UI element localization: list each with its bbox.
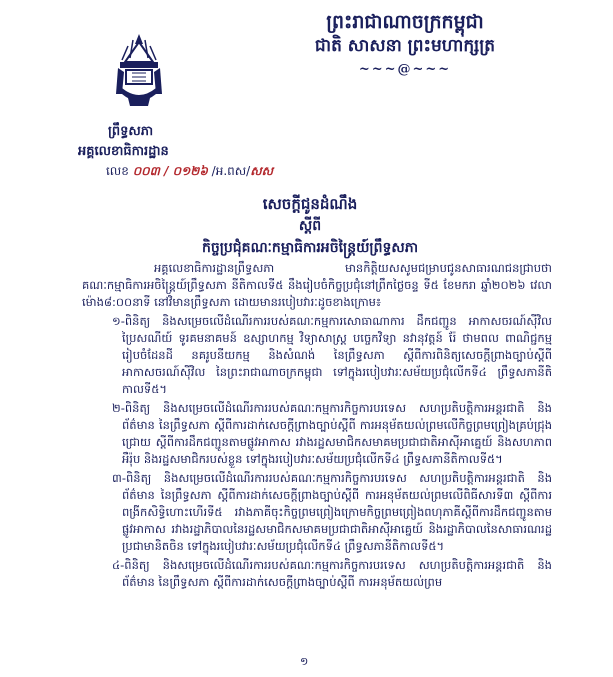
- institution-name: ព្រឹទ្ធសភា: [108, 124, 154, 139]
- agenda-item: ២-ពិនិត្យ និងសម្រេចលើដំណើរការរបស់គណៈកម្មការកិច្ចការបរទេស សហប្រតិបត្តិការអន្តរជាតិ និងព័ត៌មាន នៃព្រឹទ្ធសភា ស្ដីពីការដាក់សេចក្ដីព្រាងច្បាប់ស្ដីពី ការអនុម័តយល់ព្រមលើកិច្ចព្រមព្រៀងគ្រប់ជ្រុងជ្រោយ ស្ដីពីការដឹកជញ្ជូនតាមផ្លូវអាកាស រវាងរដ្ឋសមាជិកសមាគមប្រជាជាតិអាស៊ីអាគ្នេយ៍ និងសហភាពអឺរ៉ុប និងរដ្ឋសមាជិករបស់ខ្លួន ទៅក្នុងរបៀបវារៈសម័យប្រជុំលើកទី៤ ព្រឹទ្ធសភានីតិកាលទី៥។: [112, 401, 552, 466]
- title-line-about: ស្ដីពី: [298, 218, 322, 234]
- page-number: ១: [300, 655, 309, 668]
- title-line-subject: កិច្ចប្រជុំគណៈកម្មាធិការអចិន្ត្រៃយ៍ព្រឹទ្ធសភា: [201, 240, 419, 256]
- kingdom-heading: [240, 10, 570, 82]
- ref-handwritten: ០០៣ / ០១២៦: [132, 164, 208, 178]
- national-motto: ជាតិ សាសនា ព្រះមហាក្សត្រ: [314, 36, 496, 56]
- ref-code: សស: [250, 164, 274, 178]
- agenda-item: ៤-ពិនិត្យ និងសម្រេចលើដំណើរការរបស់គណៈកម្មការកិច្ចការបរទេស សហប្រតិបត្តិការអន្តរជាតិ និងព័ត៌មាន នៃព្រឹទ្ធសភា ស្ដីពីការដាក់សេចក្ដីព្រាងច្បាប់ស្ដីពី ការអនុម័តយល់ព្រម: [112, 558, 552, 589]
- issuer-block: [78, 122, 238, 162]
- title-line-notice: សេចក្ដីជូនដំណឹង: [262, 195, 358, 213]
- heading-ornament: ~~~@~~~: [358, 62, 452, 77]
- department-name: អគ្គលេខាធិការដ្ឋាន: [78, 144, 169, 159]
- senate-emblem-icon: [108, 32, 170, 112]
- intro-paragraph: អគ្គលេខាធិការដ្ឋានព្រឹទ្ធសភា មានកិត្តិយសសូមជម្រាបជូនសាធារណជនជ្រាបថា គណៈកម្មាធិការអចិន្ត្រៃយ៍ព្រឹទ្ធសភា នីតិកាលទី៥ នឹងរៀបចំកិច្ចប្រជុំនៅព្រឹកថ្ងៃចន្ទ ទី៥ ខែមករា ឆ្នាំ២០២៦ វេលាម៉ោង៨:០០នាទី នៅវិមានព្រឹទ្ធសភា ដោយមានរបៀបវារៈដូចខាងក្រោម៖: [82, 261, 552, 309]
- kingdom-title: ព្រះរាជាណាចក្រកម្ពុជា: [326, 11, 484, 33]
- agenda-item: ១-ពិនិត្យ និងសម្រេចលើដំណើរការរបស់គណៈកម្មការសោធាណាការ ដឹកជញ្ជូន អាកាសចរណ៍ស៊ីវិល ប្រៃសណីយ៍ ទូរគមនាគមន៍ ឧស្សាហកម្ម វិទ្យាសាស្ត្រ បច្ចេកវិទ្យា នវានុវត្តន៍ រ៉ែ ថាមពល ពាណិជ្ជកម្ម រៀបចំដែនដី នគរូបនីយកម្ម និងសំណង់ នៃព្រឹទ្ធសភា ស្ដីពីការពិនិត្យសេចក្ដីព្រាងច្បាប់ស្ដីពី អាកាសចរណ៍ស៊ីវិល នៃព្រះរាជាណាចក្រកម្ពុជា ទៅក្នុងរបៀបវារៈសម័យប្រជុំលើកទី៤ ព្រឹទ្ធសភានីតិកាលទី៥។: [112, 314, 552, 396]
- document-title: [150, 193, 470, 259]
- document-body: [82, 260, 552, 593]
- reference-number: [106, 163, 273, 181]
- agenda-item: ៣-ពិនិត្យ និងសម្រេចលើដំណើរការរបស់គណៈកម្មការកិច្ចការបរទេស សហប្រតិបត្តិការអន្តរជាតិ និងព័ត៌មាន នៃព្រឹទ្ធសភា ស្ដីពីការដាក់សេចក្ដីព្រាងច្បាប់ស្ដីពី ការអនុម័តយល់ព្រមលើពិធីសារទី៣ ស្ដីពីការពង្រីកសិទ្ធិហោះហើរទី៥ រវាងភាគីចុះកិច្ចព្រមព្រៀងក្រោមកិច្ចព្រមព្រៀងពហុភាគីស្ដីពីការដឹកជញ្ជូនតាមផ្លូវអាកាស រវាងរដ្ឋាភិបាលនៃរដ្ឋសមាជិកសមាគមប្រជាជាតិអាស៊ីអាគ្នេយ៍ និងរដ្ឋាភិបាលនៃសាធារណរដ្ឋប្រជាមានិតចិន ទៅក្នុងរបៀបវារៈសម័យប្រជុំលើកទី៤ ព្រឹទ្ធសភានីតិកាលទី៥។: [112, 471, 552, 553]
- ref-suffix: /អ.ពស/: [211, 164, 251, 178]
- ref-prefix: លេខ: [106, 164, 129, 178]
